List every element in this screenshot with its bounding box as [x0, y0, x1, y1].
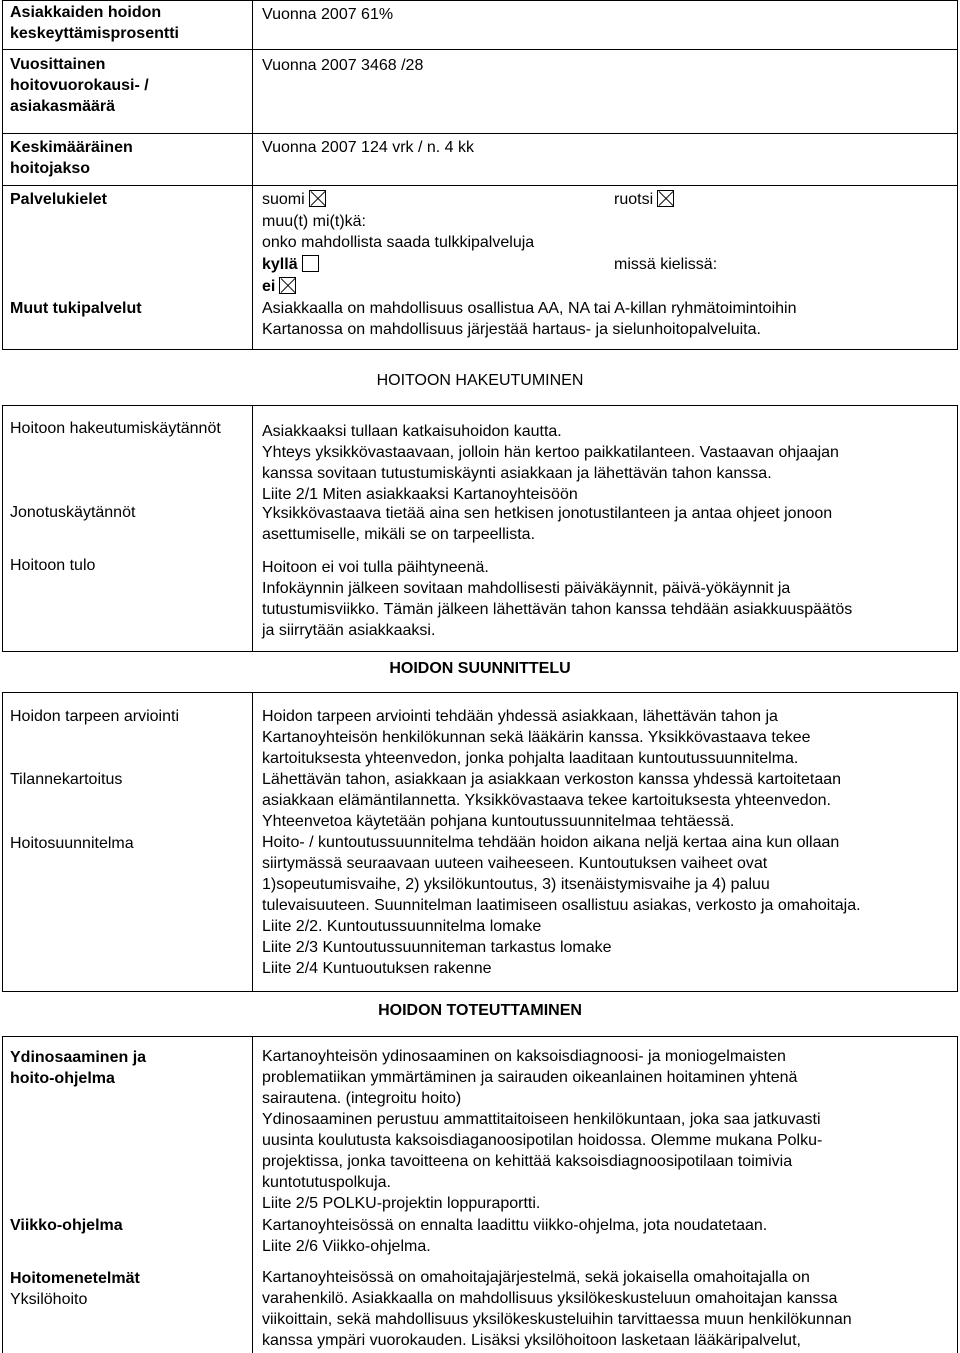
label-jonotuskaytannot: Jonotuskäytännöt	[10, 504, 136, 521]
option-ruotsi	[614, 189, 674, 210]
text-line: kanssa ympäri vuorokauden. Lisäksi yksilöhoitoon lasketaan lääkäripalvelut,	[262, 1332, 801, 1349]
text-line: tulevaisuuteen. Suunnitelman laatimiseen osallistuu asiakas, verkosto ja omahoitaja.	[262, 897, 861, 914]
hakeutumiskaytannot-text	[262, 421, 952, 505]
ruotsi-label: ruotsi	[614, 191, 654, 208]
hoidon-tarpeen-arviointi-text	[262, 706, 952, 769]
text-line: Hoitoon ei voi tulla päihtyneenä.	[262, 559, 489, 576]
text-line: Liite 2/5 POLKU-projektin loppuraportti.	[262, 1195, 541, 1212]
ei-label: ei	[262, 278, 276, 295]
text-line: ja siirrytään asiakkaaksi.	[262, 622, 436, 639]
value-hoitovuorokausi: Vuonna 2007 3468 /28	[262, 57, 424, 74]
text-line: Asiakkaalla on mahdollisuus osallistua AA, NA tai A-killan ryhmätoimintoihin	[262, 300, 797, 317]
text-line: siirtymässä seuraavaan uuteen vaiheeseen. Kuntoutuksen vaiheet ovat	[262, 855, 768, 872]
option-kylla	[262, 254, 319, 275]
text-line: Ydinosaaminen perustuu ammattitaitoiseen henkilökuntaan, joka saa jatkuvasti	[262, 1111, 821, 1128]
text-line: Yhteys yksikkövastaavaan, jolloin hän kertoo paikkatilanteen. Vastaavan ohjaajan	[262, 444, 839, 461]
section3-divider	[252, 1036, 253, 1353]
label-hoitomenetelmat	[10, 1268, 240, 1310]
text-line: Kartanoyhteisössä on omahoitajajärjestelmä, sekä jokaisella omahoitajalla on	[262, 1269, 810, 1286]
top-table-divider	[252, 0, 253, 350]
yksilohoito-label: Yksilöhoito	[10, 1291, 88, 1308]
label-hoitosuunnitelma: Hoitosuunnitelma	[10, 835, 134, 852]
text-line: projektissa, jonka tavoitteena on kehittää kaksoisdiagnoosipotilaan toimivia	[262, 1153, 793, 1170]
label-keskeyttamisprosentti: Asiakkaiden hoidon keskeyttämisprosentti	[10, 4, 179, 42]
label-ydinosaaminen	[10, 1047, 240, 1089]
text-line: kanssa sovitaan tutustumiskäynti asiakkaan ja lähettävän tahon kanssa.	[262, 465, 772, 482]
label-hoidon-tarpeen-arviointi: Hoidon tarpeen arviointi	[10, 708, 179, 725]
text-line: Asiakkaaksi tullaan katkaisuhoidon kautta.	[262, 423, 562, 440]
text-line: Infokäynnin jälkeen sovitaan mahdollisesti päiväkäynnit, päivä-yökäynnit ja	[262, 580, 791, 597]
kylla-checkbox[interactable]	[302, 255, 319, 272]
label-hoitoon-tulo: Hoitoon tulo	[10, 557, 96, 574]
value-keskeyttamisprosentti: Vuonna 2007 61%	[262, 6, 394, 23]
text-line: asettumiselle, mikäli se on tarpeellista.	[262, 526, 536, 543]
text-line: Liite 2/3 Kuntoutussuunniteman tarkastus lomake	[262, 939, 612, 956]
text-line: Kartanoyhteisössä on ennalta laadittu viikko-ohjelma, jota noudatetaan.	[262, 1217, 768, 1234]
label-tukipalvelut: Muut tukipalvelut	[10, 300, 142, 317]
viikko-ohjelma-text	[262, 1215, 952, 1257]
text-line: Kartanoyhteisön ydinosaaminen on kaksoisdiagnoosi- ja moniogelmaisten	[262, 1048, 786, 1065]
heading-hoidon-toteuttaminen: HOIDON TOTEUTTAMINEN	[378, 1002, 582, 1019]
ruotsi-checkbox[interactable]	[657, 190, 674, 207]
text-line: Kartanossa on mahdollisuus järjestää hartaus- ja sielunhoitopalveluita.	[262, 321, 761, 338]
text-line: kartoituksesta yhteenvedon, jonka pohjalta laaditaan kuntoutussuunnitelma.	[262, 750, 799, 767]
text-line: uusinta koulutusta kaksoisdiaganoosipotilan hoidossa. Olemme mukana Polku-	[262, 1132, 823, 1149]
text-line: Liite 2/6 Viikko-ohjelma.	[262, 1238, 431, 1255]
text-line: Hoito- / kuntoutussuunnitelma tehdään hoidon aikana neljä kertaa aina kun ollaan	[262, 834, 840, 851]
text-line: Kartanoyhteisön henkilökunnan sekä lääkärin kanssa. Yksikkövastaava tekee	[262, 729, 811, 746]
ydinosaaminen-label: Ydinosaaminen ja hoito-ohjelma	[10, 1049, 147, 1087]
label-palvelukielet: Palvelukielet	[10, 191, 107, 208]
text-line: 1)sopeutumisvaihe, 2) yksilökuntoutus, 3) itsenäistymisvaihe ja 4) paluu	[262, 876, 770, 893]
text-line: Yhteenvetoa käytetään pohjana kuntoutussuunnitelmaa tehtäessä.	[262, 813, 735, 830]
suomi-checkbox[interactable]	[309, 190, 326, 207]
missa-kielissa: missä kielissä:	[614, 256, 718, 273]
ydinosaaminen-text	[262, 1046, 952, 1214]
tulkkipalvelu-question: onko mahdollista saada tulkkipalveluja	[262, 234, 535, 251]
hoitosuunnitelma-text	[262, 832, 952, 979]
option-suomi	[262, 189, 326, 210]
tukipalvelut-text	[262, 298, 952, 340]
text-line: Liite 2/1 Miten asiakkaaksi Kartanoyhteisöön	[262, 486, 578, 503]
row-divider	[2, 133, 958, 134]
jonotuskaytannot-text	[262, 503, 952, 545]
text-line: sairautena. (integroitu hoito)	[262, 1090, 462, 1107]
tilannekartoitus-text	[262, 769, 952, 832]
label-hakeutumiskaytannot: Hoitoon hakeutumiskäytännöt	[10, 420, 221, 437]
hoitomenetelmat-text	[262, 1267, 952, 1351]
suomi-label: suomi	[262, 191, 305, 208]
text-line: problematiikan ymmärtäminen ja sairauden oikeanlainen hoitaminen yhtenä	[262, 1069, 798, 1086]
text-line: Liite 2/2. Kuntoutussuunnitelma lomake	[262, 918, 542, 935]
value-hoitojakso: Vuonna 2007 124 vrk / n. 4 kk	[262, 139, 474, 156]
row-divider	[2, 49, 958, 50]
muut-kielet: muu(t) mi(t)kä:	[262, 213, 366, 230]
text-line: tutustumisviikko. Tämän jälkeen lähettävän tahon kanssa tehdään asiakkuuspäätös	[262, 601, 853, 618]
hoitomenetelmat-label: Hoitomenetelmät	[10, 1270, 140, 1287]
label-viikko-ohjelma: Viikko-ohjelma	[10, 1217, 123, 1234]
section1-divider	[252, 405, 253, 652]
text-line: Hoidon tarpeen arviointi tehdään yhdessä asiakkaan, lähettävän tahon ja	[262, 708, 778, 725]
hoitoon-tulo-text	[262, 557, 952, 641]
heading-hoidon-suunnittelu: HOIDON SUUNNITTELU	[389, 660, 571, 677]
text-line: varahenkilö. Asiakkaalla on mahdollisuus yksilökeskusteluun omahoitajan kanssa	[262, 1290, 838, 1307]
section2-divider	[252, 692, 253, 992]
heading-hoitoon-hakeutuminen: HOITOON HAKEUTUMINEN	[376, 372, 584, 389]
text-line: Liite 2/4 Kuntuoutuksen rakenne	[262, 960, 492, 977]
kylla-label: kyllä	[262, 256, 298, 273]
label-hoitojakso: Keskimääräinen hoitojakso	[10, 139, 133, 177]
label-hoitovuorokausi: Vuosittainen hoitovuorokausi- / asiakasmäärä	[10, 56, 149, 115]
label-tilannekartoitus: Tilannekartoitus	[10, 771, 123, 788]
row-divider	[2, 185, 958, 186]
ei-checkbox[interactable]	[279, 277, 296, 294]
text-line: Lähettävän tahon, asiakkaan ja asiakkaan verkoston kanssa yhdessä kartoitetaan	[262, 771, 842, 788]
text-line: Yksikkövastaava tietää aina sen hetkisen jonotustilanteen ja antaa ohjeet jonoon	[262, 505, 833, 522]
text-line: kuntotutuspolkuja.	[262, 1174, 391, 1191]
text-line: viikoittain, sekä mahdollisuus yksilökeskusteluihin tarvittaessa muun henkilökunnan	[262, 1311, 852, 1328]
text-line: asiakkaan elämäntilannetta. Yksikkövastaava tekee kartoituksesta yhteenvedon.	[262, 792, 831, 809]
option-ei	[262, 276, 296, 297]
